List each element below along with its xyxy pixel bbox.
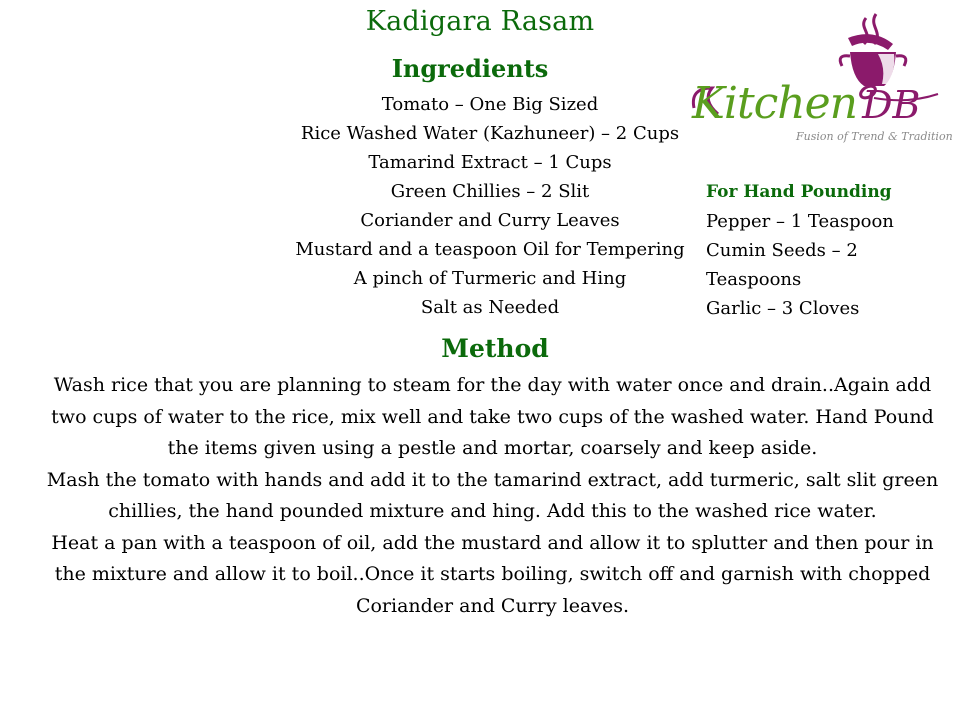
logo-tagline: Fusion of Trend & Tradition bbox=[796, 130, 953, 143]
method-step: Wash rice that you are planning to steam for the day with water once and drain..Again add two cups of water to the rice, mix well and take two cups of the washed water. Hand Pound the items given using a pestle and mortar, coarsely and keep aside. bbox=[51, 374, 934, 459]
ingredient-item: Tomato – One Big Sized bbox=[381, 94, 599, 115]
hand-pounding-item: Garlic – 3 Cloves bbox=[706, 298, 860, 319]
hand-pounding-section bbox=[706, 178, 946, 323]
method-heading: Method bbox=[441, 334, 549, 363]
ingredient-item: A pinch of Turmeric and Hing bbox=[353, 268, 627, 289]
method-section bbox=[40, 370, 945, 622]
logo-word-db: DB bbox=[862, 83, 921, 127]
ingredient-item: Coriander and Curry Leaves bbox=[360, 210, 620, 231]
hand-pounding-item: Pepper – 1 Teaspoon bbox=[706, 211, 894, 232]
ingredients-list bbox=[240, 90, 740, 322]
ingredient-item: Rice Washed Water (Kazhuneer) – 2 Cups bbox=[300, 123, 680, 144]
hand-pounding-item: Teaspoons bbox=[706, 269, 802, 290]
kitchen-db-logo bbox=[688, 8, 953, 148]
ingredient-item: Green Chillies – 2 Slit bbox=[390, 181, 590, 202]
ingredients-heading: Ingredients bbox=[391, 54, 549, 83]
ingredient-item: Mustard and a teaspoon Oil for Tempering bbox=[295, 239, 685, 260]
method-step: Heat a pan with a teaspoon of oil, add the mustard and allow it to splutter and then pour in the mixture and allow it to boil..Once it starts boiling, switch off and garnish with chopped Coriander and Curry leaves. bbox=[51, 531, 934, 617]
hand-pounding-heading: For Hand Pounding bbox=[706, 182, 892, 202]
hand-pounding-item: Cumin Seeds – 2 bbox=[706, 240, 858, 261]
ingredient-item: Tamarind Extract – 1 Cups bbox=[368, 152, 612, 173]
logo-word-kitchen: Kitchen bbox=[692, 78, 857, 129]
recipe-title: Kadigara Rasam bbox=[365, 6, 595, 37]
method-step: Mash the tomato with hands and add it to the tamarind extract, add turmeric, salt slit green chillies, the hand pounded mixture and hing. Add this to the washed rice water. bbox=[46, 468, 939, 522]
ingredient-item: Salt as Needed bbox=[420, 297, 560, 318]
hand-pounding-list bbox=[706, 207, 946, 323]
